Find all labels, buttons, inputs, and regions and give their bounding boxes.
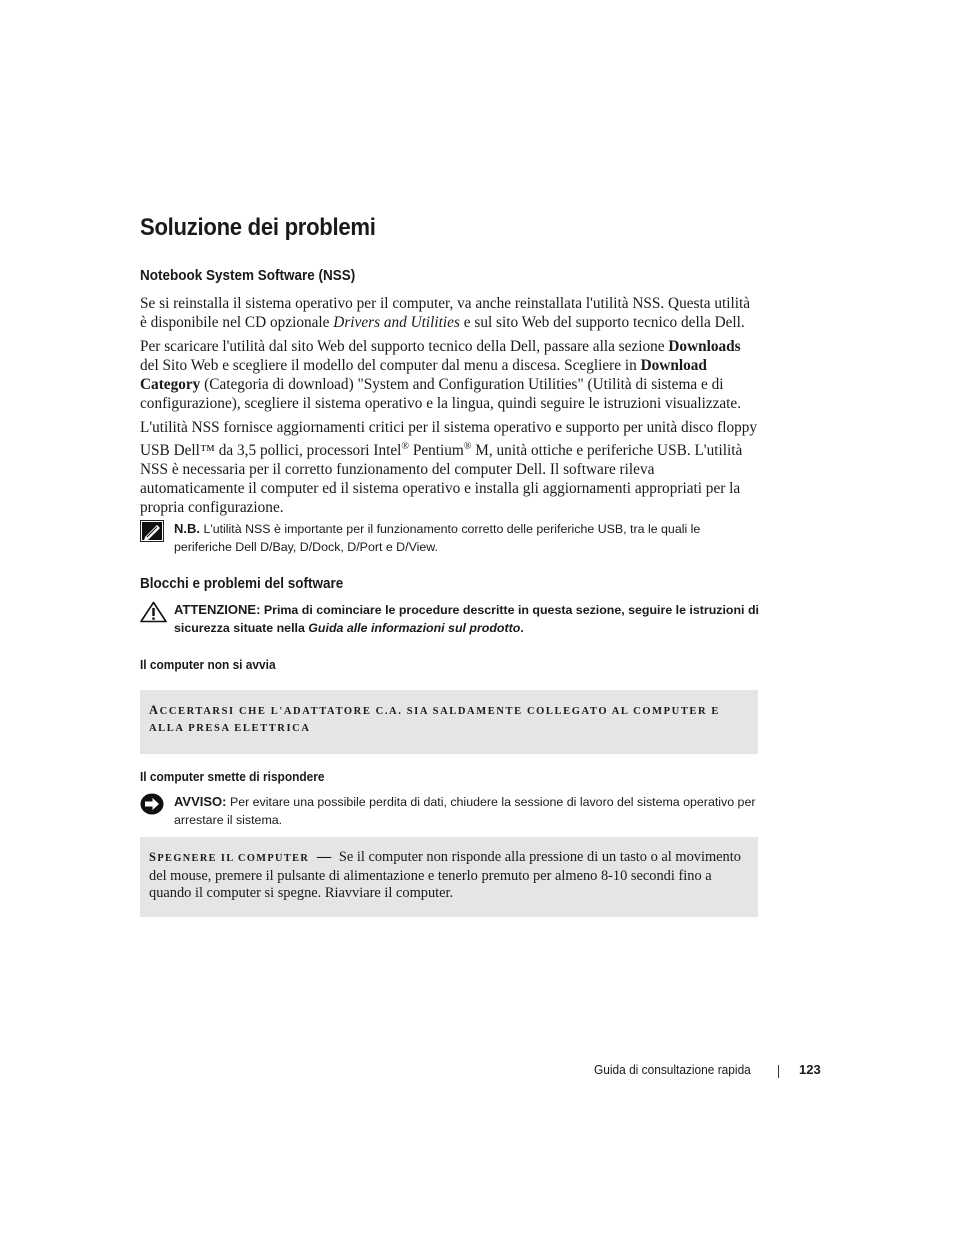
em-dash: —: [313, 849, 335, 865]
text: (Categoria di download) "System and Configuration Utilities" (Utilità di sistema e di configurazione), scegliere il sistema operativo e la lingua, quindi seguire le istruzioni visualizzate.: [140, 376, 742, 412]
text: e sul sito Web del supporto tecnico della Dell.: [459, 314, 745, 331]
registered-mark: ®: [401, 441, 410, 452]
text: Per scaricare l'utilità dal sito Web del supporto tecnico della Dell, passare alla sezione: [140, 338, 669, 355]
notice-arrow-icon: [140, 793, 164, 820]
caution-text: [174, 601, 760, 637]
product-guide-title: Guida alle informazioni sul prodotto: [308, 620, 521, 635]
solution-text: [149, 849, 746, 903]
text: PEGNERE IL COMPUTER: [157, 853, 310, 864]
text: .: [520, 620, 524, 635]
page-number: 123: [799, 1062, 821, 1077]
text: Se si reinstalla il sistema operativo per il computer, va anche reinstallata l'utilità NSS. Questa utilità è disponibile nel CD opzionale: [140, 295, 751, 331]
section-heading-blocks: Blocchi e problemi del software: [140, 575, 344, 592]
text: L'utilità NSS è importante per il funzionamento corretto delle periferiche USB, tra le quali le periferiche Dell D/Bay, D/Dock, D/Port e D/View.: [174, 522, 701, 554]
paragraph-nss-features: [140, 418, 760, 517]
paragraph-nss-download: [140, 337, 760, 413]
download-category-term: Download Category: [140, 357, 707, 393]
pencil-note-icon: [140, 520, 164, 547]
text: Se il computer non risponde alla pressione di un tasto o al movimento del mouse, premere il pulsante di alimentazione e tenerlo premuto per almeno 8-10 secondi fino a quando il computer si spegne. Riavviare il computer.: [149, 849, 741, 901]
note-label: N.B.: [174, 521, 200, 536]
text: Pentium: [409, 442, 464, 460]
solution-lead: [149, 850, 310, 864]
footer-separator: [778, 1065, 779, 1078]
text: S: [149, 850, 158, 864]
paragraph-nss-intro: [140, 294, 760, 332]
cd-title: Drivers and Utilities: [333, 314, 460, 331]
subheading-not-responding: Il computer smette di rispondere: [140, 769, 325, 784]
note-text: [174, 520, 760, 556]
registered-mark: ®: [463, 441, 472, 452]
text: L'utilità NSS fornisce aggiornamenti critici per il sistema operativo e supporto per unità disco floppy USB Dell™ da 3,5 pollici, processori Intel: [140, 419, 758, 460]
downloads-term: Downloads: [668, 338, 741, 355]
page-title: Soluzione dei problemi: [140, 214, 376, 241]
text: M, unità ottiche e periferiche USB. L'utilità NSS è necessaria per il corretto funzionamento del computer Dell. Il software rileva automaticamente il computer ed il sistema operativo e installa gli aggiornamenti appropriati per la propria configurazione.: [140, 442, 743, 517]
text: CCERTARSI CHE L'ADATTATORE C.A. SIA SALDAMENTE COLLEGATO AL COMPUTER E ALLA PRESA ELETTRICA: [149, 706, 721, 734]
solution-box-adapter: [140, 690, 758, 754]
text: Per evitare una possibile perdita di dati, chiudere la sessione di lavoro del sistema operativo per arrestare il sistema.: [174, 795, 756, 827]
warning-triangle-icon: [140, 601, 167, 628]
avviso-text: [174, 793, 760, 829]
text: A: [149, 703, 160, 717]
subheading-no-start: Il computer non si avvia: [140, 657, 276, 672]
avviso-notice: [140, 793, 760, 829]
text: del Sito Web e scegliere il modello del computer dal menu a discesa. Scegliere in: [140, 357, 641, 374]
page-footer: [594, 1062, 824, 1082]
avviso-label: AVVISO:: [174, 794, 227, 809]
caution-notice: [140, 601, 760, 637]
solution-text: [149, 702, 748, 737]
solution-box-shutdown: [140, 837, 758, 917]
caution-label: ATTENZIONE:: [174, 602, 261, 617]
section-heading-nss: Notebook System Software (NSS): [140, 267, 356, 284]
footer-guide-title: Guida di consultazione rapida: [594, 1062, 751, 1077]
text: Prima di cominciare le procedure descritte in questa sezione, seguire le istruzioni di sicurezza situate nella: [174, 603, 759, 635]
note-nb: [140, 520, 760, 556]
